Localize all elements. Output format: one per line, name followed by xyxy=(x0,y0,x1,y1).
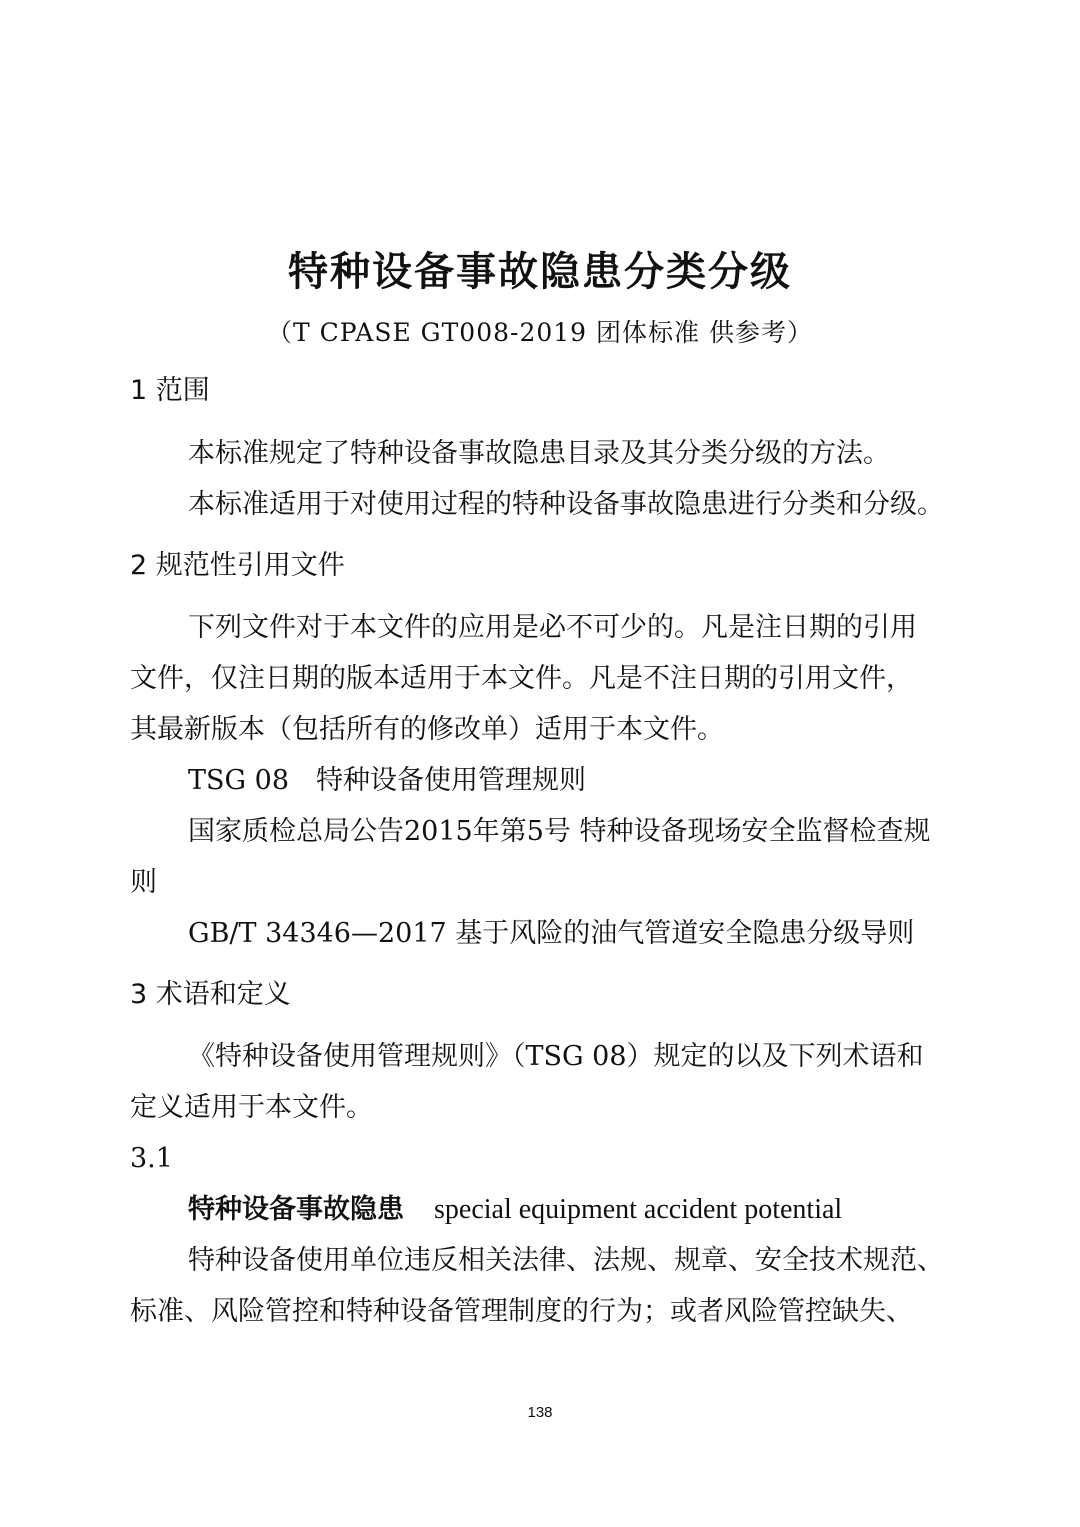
reference-announcement-line-1: 国家质检总局公告2015年第5号 特种设备现场安全监督检查规 xyxy=(188,816,931,847)
page-number: 138 xyxy=(527,1404,553,1421)
subsection-number: 3.1 xyxy=(130,1143,173,1174)
section-1-paragraph-1: 本标准规定了特种设备事故隐患目录及其分类分级的方法。 xyxy=(188,438,890,469)
section-2-paragraph-line-2: 文件，仅注日期的版本适用于本文件。凡是不注日期的引用文件， xyxy=(130,663,913,694)
section-3-heading: 3 术语和定义 xyxy=(130,979,291,1010)
section-1-heading: 1 范围 xyxy=(130,375,210,406)
section-3-paragraph-line-2: 定义适用于本文件。 xyxy=(130,1092,373,1123)
section-2-heading: 2 规范性引用文件 xyxy=(130,550,345,581)
section-1-paragraph-2: 本标准适用于对使用过程的特种设备事故隐患进行分类和分级。 xyxy=(188,489,944,520)
reference-gbt-34346: GB/T 34346—2017 基于风险的油气管道安全隐患分级导则 xyxy=(188,918,915,949)
term-english: special equipment accident potential xyxy=(434,1194,843,1225)
reference-announcement-line-2: 则 xyxy=(130,867,157,898)
section-3-paragraph-line-1: 《特种设备使用管理规则》（TSG 08）规定的以及下列术语和 xyxy=(188,1041,924,1072)
definition-line-1: 特种设备使用单位违反相关法律、法规、规章、安全技术规范、 xyxy=(188,1245,944,1276)
reference-tsg-08: TSG 08 特种设备使用管理规则 xyxy=(188,765,587,796)
term-chinese: 特种设备事故隐患 xyxy=(188,1194,404,1225)
definition-line-2: 标准、风险管控和特种设备管理制度的行为；或者风险管控缺失、 xyxy=(130,1296,913,1327)
term-line xyxy=(188,1192,842,1228)
section-2-paragraph-line-1: 下列文件对于本文件的应用是必不可少的。凡是注日期的引用 xyxy=(188,612,917,643)
section-2-paragraph-line-3: 其最新版本（包括所有的修改单）适用于本文件。 xyxy=(130,714,724,745)
document-title: 特种设备事故隐患分类分级 xyxy=(288,249,792,295)
document-subtitle: （T CPASE GT008-2019 团体标准 供参考） xyxy=(267,318,813,347)
